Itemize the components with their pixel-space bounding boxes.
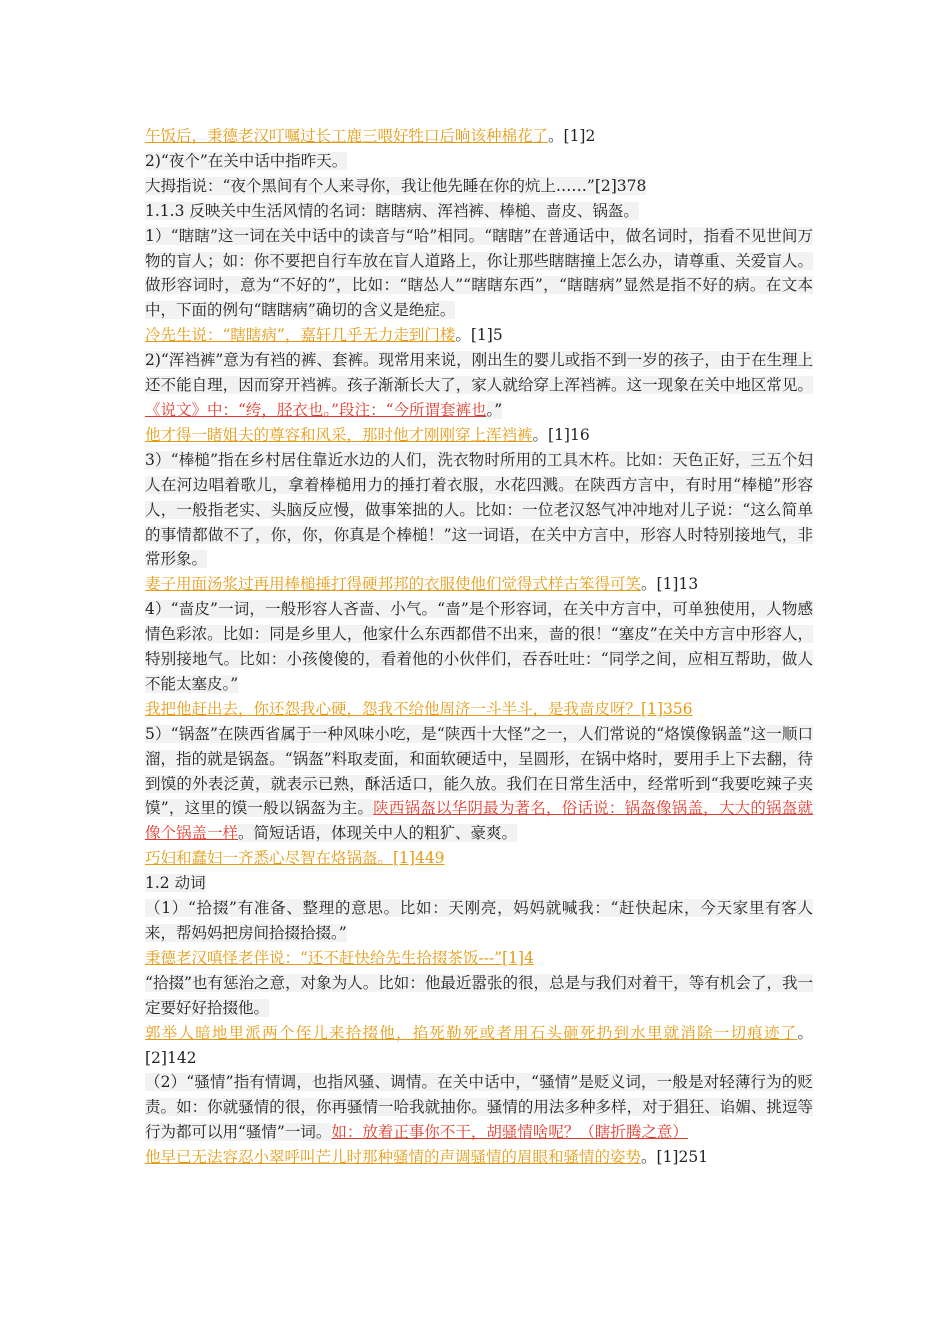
quoted-source: 陕西锅盔以华阴最为著名，俗话说：锅盔像锅盖，大大的锅盔就像个锅盖一样 [145, 799, 813, 843]
citation: 。[1]16 [532, 425, 590, 444]
section-heading-text: 1.2 动词 [145, 874, 206, 893]
paragraph-text: 。” [486, 400, 503, 419]
paragraph-text: 2)“浑裆裤”意为有裆的裤、套裤。现常用来说，刚出生的婴儿或指不到一岁的孩子，由于在生理上还不能自理，因而穿开裆裤。孩子渐渐长大了，家人就给穿上浑裆裤。这一现象在关中地区常见。 [145, 351, 813, 395]
example-sentence: 我把他赶出去，你还怨我心硬，怨我不给他周济一斗半斗，是我啬皮呀？[1]356 [145, 699, 693, 718]
paragraph-text: （1）“拾掇”有准备、整理的意思。比如：天刚亮，妈妈就喊我：“赶快起床，今天家里有客人来，帮妈妈把房间拾掇拾掇。” [145, 899, 813, 942]
paragraph [145, 896, 813, 946]
paragraph-text: 大拇指说：“夜个黑间有个人来寻你，我让他先睡在你的炕上……”[2]378 [145, 176, 647, 195]
citation: 。[2]142 [145, 1023, 813, 1067]
citation: 。[1]13 [641, 575, 699, 594]
paragraph-text: 2)“夜个”在关中话中指昨天。 [145, 151, 348, 170]
paragraph-text: 1）“瞎瞎”这一词在关中话中的读音与“哈”相同。“瞎瞎”在普通话中，做名词时，指看不见世间万物的盲人；如：你不要把自行车放在盲人道路上，你让那些瞎瞎撞上怎么办，请尊重、关爱盲人。做形容词时，意为“不好的”，比如：“瞎怂人”“瞎瞎东西”，“瞎瞎病”显然是指不好的病。在文本中，下面的例句“瞎瞎病”确切的含义是绝症。 [145, 226, 813, 320]
paragraph [145, 124, 813, 149]
paragraph [145, 846, 813, 871]
example-sentence: 郭举人暗地里派两个侄儿来拾掇他，掐死勒死或者用石头砸死扔到水里就消除一切痕迹了 [145, 1023, 798, 1042]
paragraph [145, 149, 813, 174]
section-heading [145, 199, 813, 224]
quoted-source: 如：放着正事你不干，胡骚情啥呢？（瞎折腾之意） [331, 1123, 688, 1142]
paragraph [145, 448, 813, 573]
example-sentence: 他早已无法容忍小翠呼叫芒儿时那种骚情的声调骚情的眉眼和骚情的姿势 [145, 1148, 642, 1167]
paragraph [145, 1021, 813, 1071]
paragraph [145, 722, 813, 847]
paragraph-text: 。简短话语，体现关中人的粗犷、豪爽。 [238, 824, 518, 843]
citation: 。[1]2 [548, 127, 596, 145]
section-heading-text: 1.1.3 反映关中生活风情的名词：瞎瞎病、浑裆裤、棒槌、啬皮、锅盔。 [145, 201, 639, 220]
quoted-source: 《说文》中：“绔，胫衣也。”段注：“今所谓套裤也 [145, 400, 487, 419]
example-sentence: 他才得一睹姐夫的尊容和风采，那时他才刚刚穿上浑裆裤 [145, 425, 533, 444]
example-sentence: 妻子用面汤浆过再用棒槌捶打得硬邦邦的衣服使他们觉得式样古笨得可笑 [145, 575, 642, 594]
paragraph-text: 5）“锅盔”在陕西省属于一种风味小吃，是“陕西十大怪”之一，人们常说的“烙馍像锅盖”这一顺口溜，指的就是锅盔。“锅盔”料取麦面，和面软硬适中，呈圆形，在锅中烙时，要用手上下去翻，待到馍的外表泛黄，就表示已熟，酥活适口，能久放。我们在日常生活中，经常听到“我要吃辣子夹馍”，这里的馍一般以锅盔为主。 [145, 724, 813, 818]
example-sentence: 午饭后，秉德老汉叮嘱过长工鹿三喂好牲口后晌该种棉花了 [145, 127, 549, 145]
paragraph [145, 1145, 813, 1170]
paragraph [145, 224, 813, 324]
paragraph [145, 323, 813, 348]
paragraph [145, 572, 813, 597]
paragraph [145, 597, 813, 697]
paragraph [145, 697, 813, 722]
example-sentence: 巧妇和蠢妇一齐悉心尽智在烙锅盔。[1]449 [145, 849, 445, 868]
paragraph-text: “拾掇”也有惩治之意，对象为人。比如：他最近嚣张的很，总是与我们对着干，等有机会了，我一定要好好拾掇他。 [145, 973, 813, 1017]
example-sentence: 秉德老汉嗔怪老伴说：“还不赶快给先生拾掇茶饭---”[1]4 [145, 948, 534, 967]
paragraph-text: （2）“骚情”指有情调，也指风骚、调情。在关中话中，“骚情”是贬义词，一般是对轻薄行为的贬责。如：你就骚情的很，你再骚情一哈我就抽你。骚情的用法多种多样，对于猖狂、谄媚、挑逗等行为都可以用“骚情”一词。 [145, 1073, 813, 1142]
paragraph [145, 971, 813, 1021]
paragraph [145, 174, 813, 199]
citation: 。[1]5 [455, 326, 503, 345]
document-body [145, 124, 813, 1170]
paragraph-text: 4）“啬皮”一词，一般形容人吝啬、小气。“啬”是个形容词，在关中方言中，可单独使用，人物感情色彩浓。比如：同是乡里人，他家什么东西都借不出来，啬的很！“塞皮”在关中方言中形容人，特别接地气。比如：小孩傻傻的，看着他的小伙伴们，吞吞吐吐：“同学之间，应相互帮助，做人不能太塞皮。” [145, 600, 813, 693]
citation: 。[1]251 [641, 1148, 709, 1167]
section-heading [145, 871, 813, 896]
paragraph [145, 423, 813, 448]
paragraph [145, 348, 813, 423]
example-sentence: 冷先生说：“瞎瞎病”，嘉轩几乎无力走到门楼 [145, 326, 456, 345]
paragraph-text: 3）“棒槌”指在乡村居住靠近水边的人们，洗衣物时所用的工具木杵。比如：天色正好，三五个妇人在河边唱着歌儿，拿着棒槌用力的捶打着衣服，水花四溅。在陕西方言中，有时用“棒槌”形容人，一般指老实、头脑反应慢，做事笨拙的人。比如：一位老汉怒气冲冲地对儿子说：“这么简单的事情都做不了，你，你，你真是个棒槌！”这一词语，在关中方言中，形容人时特别接地气，非常形象。 [145, 450, 813, 569]
paragraph [145, 946, 813, 971]
paragraph [145, 1070, 813, 1145]
